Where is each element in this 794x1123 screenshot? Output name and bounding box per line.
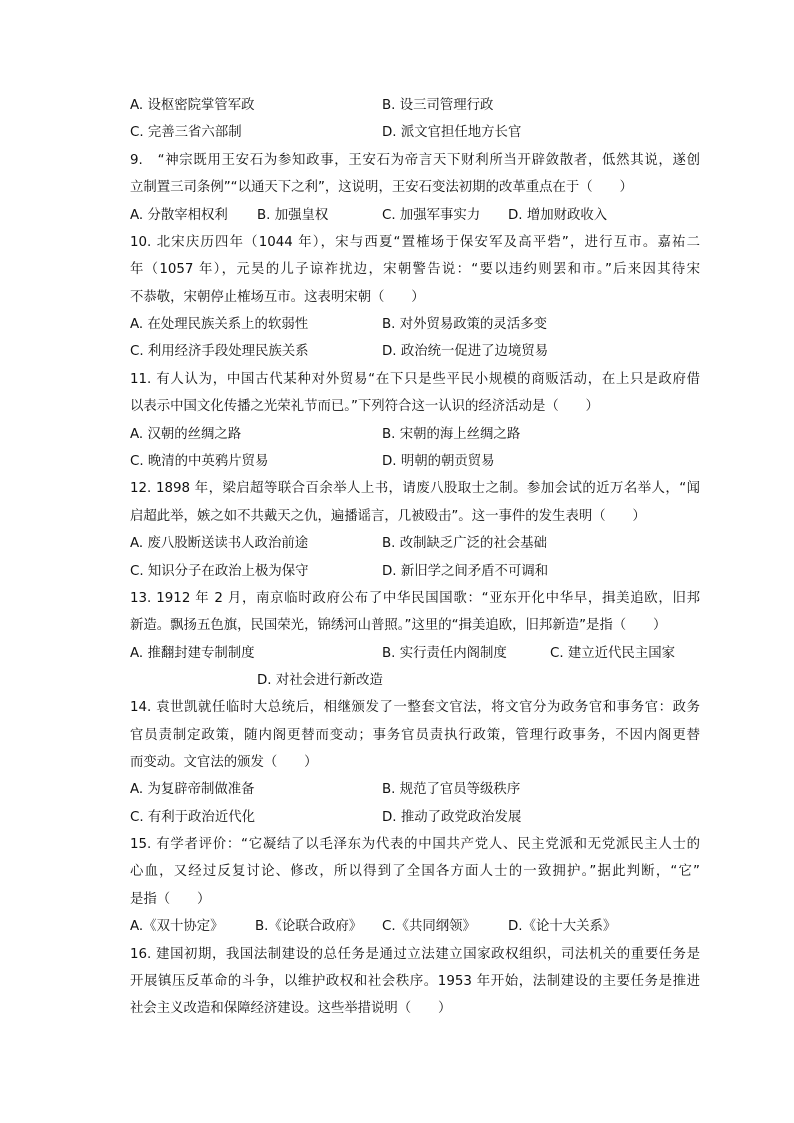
q12-stem-line-2: 启超此举，嫉之如不共戴天之仇，遍播谣言，几被殴击”。这一事件的发生表明（ ） — [130, 509, 646, 524]
q9-stem-line-1: 9. “神宗既用王安石为参知政事，王安石为帝言天下财利所当开辟敛散者，低然其说，遂创 — [130, 153, 700, 168]
q12-option-d[interactable]: D. 新旧学之间矛盾不可调和 — [382, 564, 549, 579]
q15-stem-line-3: 是指（ ） — [130, 892, 211, 907]
q11-option-d[interactable]: D. 明朝的朝贡贸易 — [382, 454, 495, 469]
q8-option-b[interactable]: B. 设三司管理行政 — [382, 98, 494, 113]
q10-option-c[interactable]: C. 利用经济手段处理民族关系 — [130, 344, 309, 359]
q10-stem-line-3: 不恭敬，宋朝停止榷场互市。这表明宋朝（ ） — [130, 290, 425, 305]
q9-option-a[interactable]: A. 分散宰相权利 — [130, 208, 228, 223]
q9-option-d[interactable]: D. 增加财政收入 — [508, 208, 608, 223]
q11-option-c[interactable]: C. 晚清的中英鸦片贸易 — [130, 454, 269, 469]
q12-stem-line-1: 12. 1898 年，梁启超等联合百余举人上书，请废八股取士之制。参加会试的近万名举人，“闻 — [130, 481, 700, 496]
q14-option-d[interactable]: D. 推动了政党政治发展 — [382, 810, 522, 825]
q8-option-d[interactable]: D. 派文官担任地方长官 — [382, 125, 522, 140]
q10-option-d[interactable]: D. 政治统一促进了边境贸易 — [382, 344, 549, 359]
q13-stem-line-2: 新造。飘扬五色旗，民国荣光，锦绣河山普照。”这里的“揖美追欧，旧邦新造”是指（ ） — [130, 618, 667, 633]
q14-stem-line-1: 14. 袁世凯就任临时大总统后，相继颁发了一整套文官法，将文官分为政务官和事务官：政务 — [130, 700, 700, 715]
q10-option-b[interactable]: B. 对外贸易政策的灵活多变 — [382, 317, 547, 332]
q9-option-b[interactable]: B. 加强皇权 — [257, 208, 329, 223]
q16-stem-line-3: 社会主义改造和保障经济建设。这些举措说明（ ） — [130, 1001, 452, 1016]
q15-option-c[interactable]: C.《共同纲领》 — [382, 919, 476, 934]
q16-stem-line-1: 16. 建国初期，我国法制建设的总任务是通过立法建立国家政权组织，司法机关的重要任务是 — [130, 947, 700, 962]
q14-option-a[interactable]: A. 为复辟帝制做准备 — [130, 782, 255, 797]
q11-option-b[interactable]: B. 宋朝的海上丝绸之路 — [382, 427, 521, 442]
q13-option-a[interactable]: A. 推翻封建专制制度 — [130, 646, 255, 661]
q12-option-b[interactable]: B. 改制缺乏广泛的社会基础 — [382, 536, 547, 551]
q10-stem-line-2: 年（1057 年），元昊的儿子谅祚扰边，宋朝警告说：“要以违约则罢和市。”后来因其待宋 — [130, 262, 700, 277]
q13-stem-line-1: 13. 1912 年 2 月，南京临时政府公布了中华民国国歌：“亚东开化中华早，揖美追欧，旧邦 — [130, 591, 700, 606]
q15-stem-line-2: 心血，又经过反复讨论、修改，所以得到了全国各方面人士的一致拥护。”据此判断，“它” — [130, 864, 700, 879]
q10-stem-line-1: 10. 北宋庆历四年（1044 年），宋与西夏“置榷场于保安军及高平砦”，进行互市。嘉祐二 — [130, 235, 700, 250]
q11-stem-line-1: 11. 有人认为，中国古代某种对外贸易“在下只是些平民小规模的商贩活动，在上只是政府借 — [130, 372, 700, 387]
q16-stem-line-2: 开展镇压反革命的斗争，以维护政权和社会秩序。1953 年开始，法制建设的主要任务是推进 — [130, 974, 700, 989]
q15-option-b[interactable]: B.《论联合政府》 — [255, 919, 363, 934]
q14-option-c[interactable]: C. 有利于政治近代化 — [130, 810, 255, 825]
q14-option-b[interactable]: B. 规范了官员等级秩序 — [382, 782, 521, 797]
q14-stem-line-3: 而变动。文官法的颁发（ ） — [130, 755, 318, 770]
q13-option-c[interactable]: C. 建立近代民主国家 — [550, 646, 675, 661]
q9-stem-line-2: 立制置三司条例”“以通天下之利”，这说明，王安石变法初期的改革重点在于（ ） — [130, 180, 633, 195]
q14-stem-line-2: 官员责制定政策，随内阁更替而变动；事务官员责执行政策，管理行政事务，不因内阁更替 — [130, 728, 700, 743]
q15-option-a[interactable]: A.《双十协定》 — [130, 919, 224, 934]
q12-option-a[interactable]: A. 废八股断送读书人政治前途 — [130, 536, 309, 551]
q9-option-c[interactable]: C. 加强军事实力 — [382, 208, 481, 223]
q15-stem-line-1: 15. 有学者评价：“它凝结了以毛泽东为代表的中国共产党人、民主党派和无党派民主人士的 — [130, 837, 700, 852]
q10-option-a[interactable]: A. 在处理民族关系上的软弱性 — [130, 317, 309, 332]
q11-stem-line-2: 以表示中国文化传播之光荣礼节而已。”下列符合这一认识的经济活动是（ ） — [130, 399, 599, 414]
q8-option-a[interactable]: A. 设枢密院掌管军政 — [130, 98, 255, 113]
q13-option-d[interactable]: D. 对社会进行新改造 — [257, 673, 383, 688]
q11-option-a[interactable]: A. 汉朝的丝绸之路 — [130, 427, 242, 442]
q8-option-c[interactable]: C. 完善三省六部制 — [130, 125, 242, 140]
q15-option-d[interactable]: D.《论十大关系》 — [508, 919, 617, 934]
q12-option-c[interactable]: C. 知识分子在政治上极为保守 — [130, 564, 309, 579]
q13-option-b[interactable]: B. 实行责任内阁制度 — [382, 646, 507, 661]
